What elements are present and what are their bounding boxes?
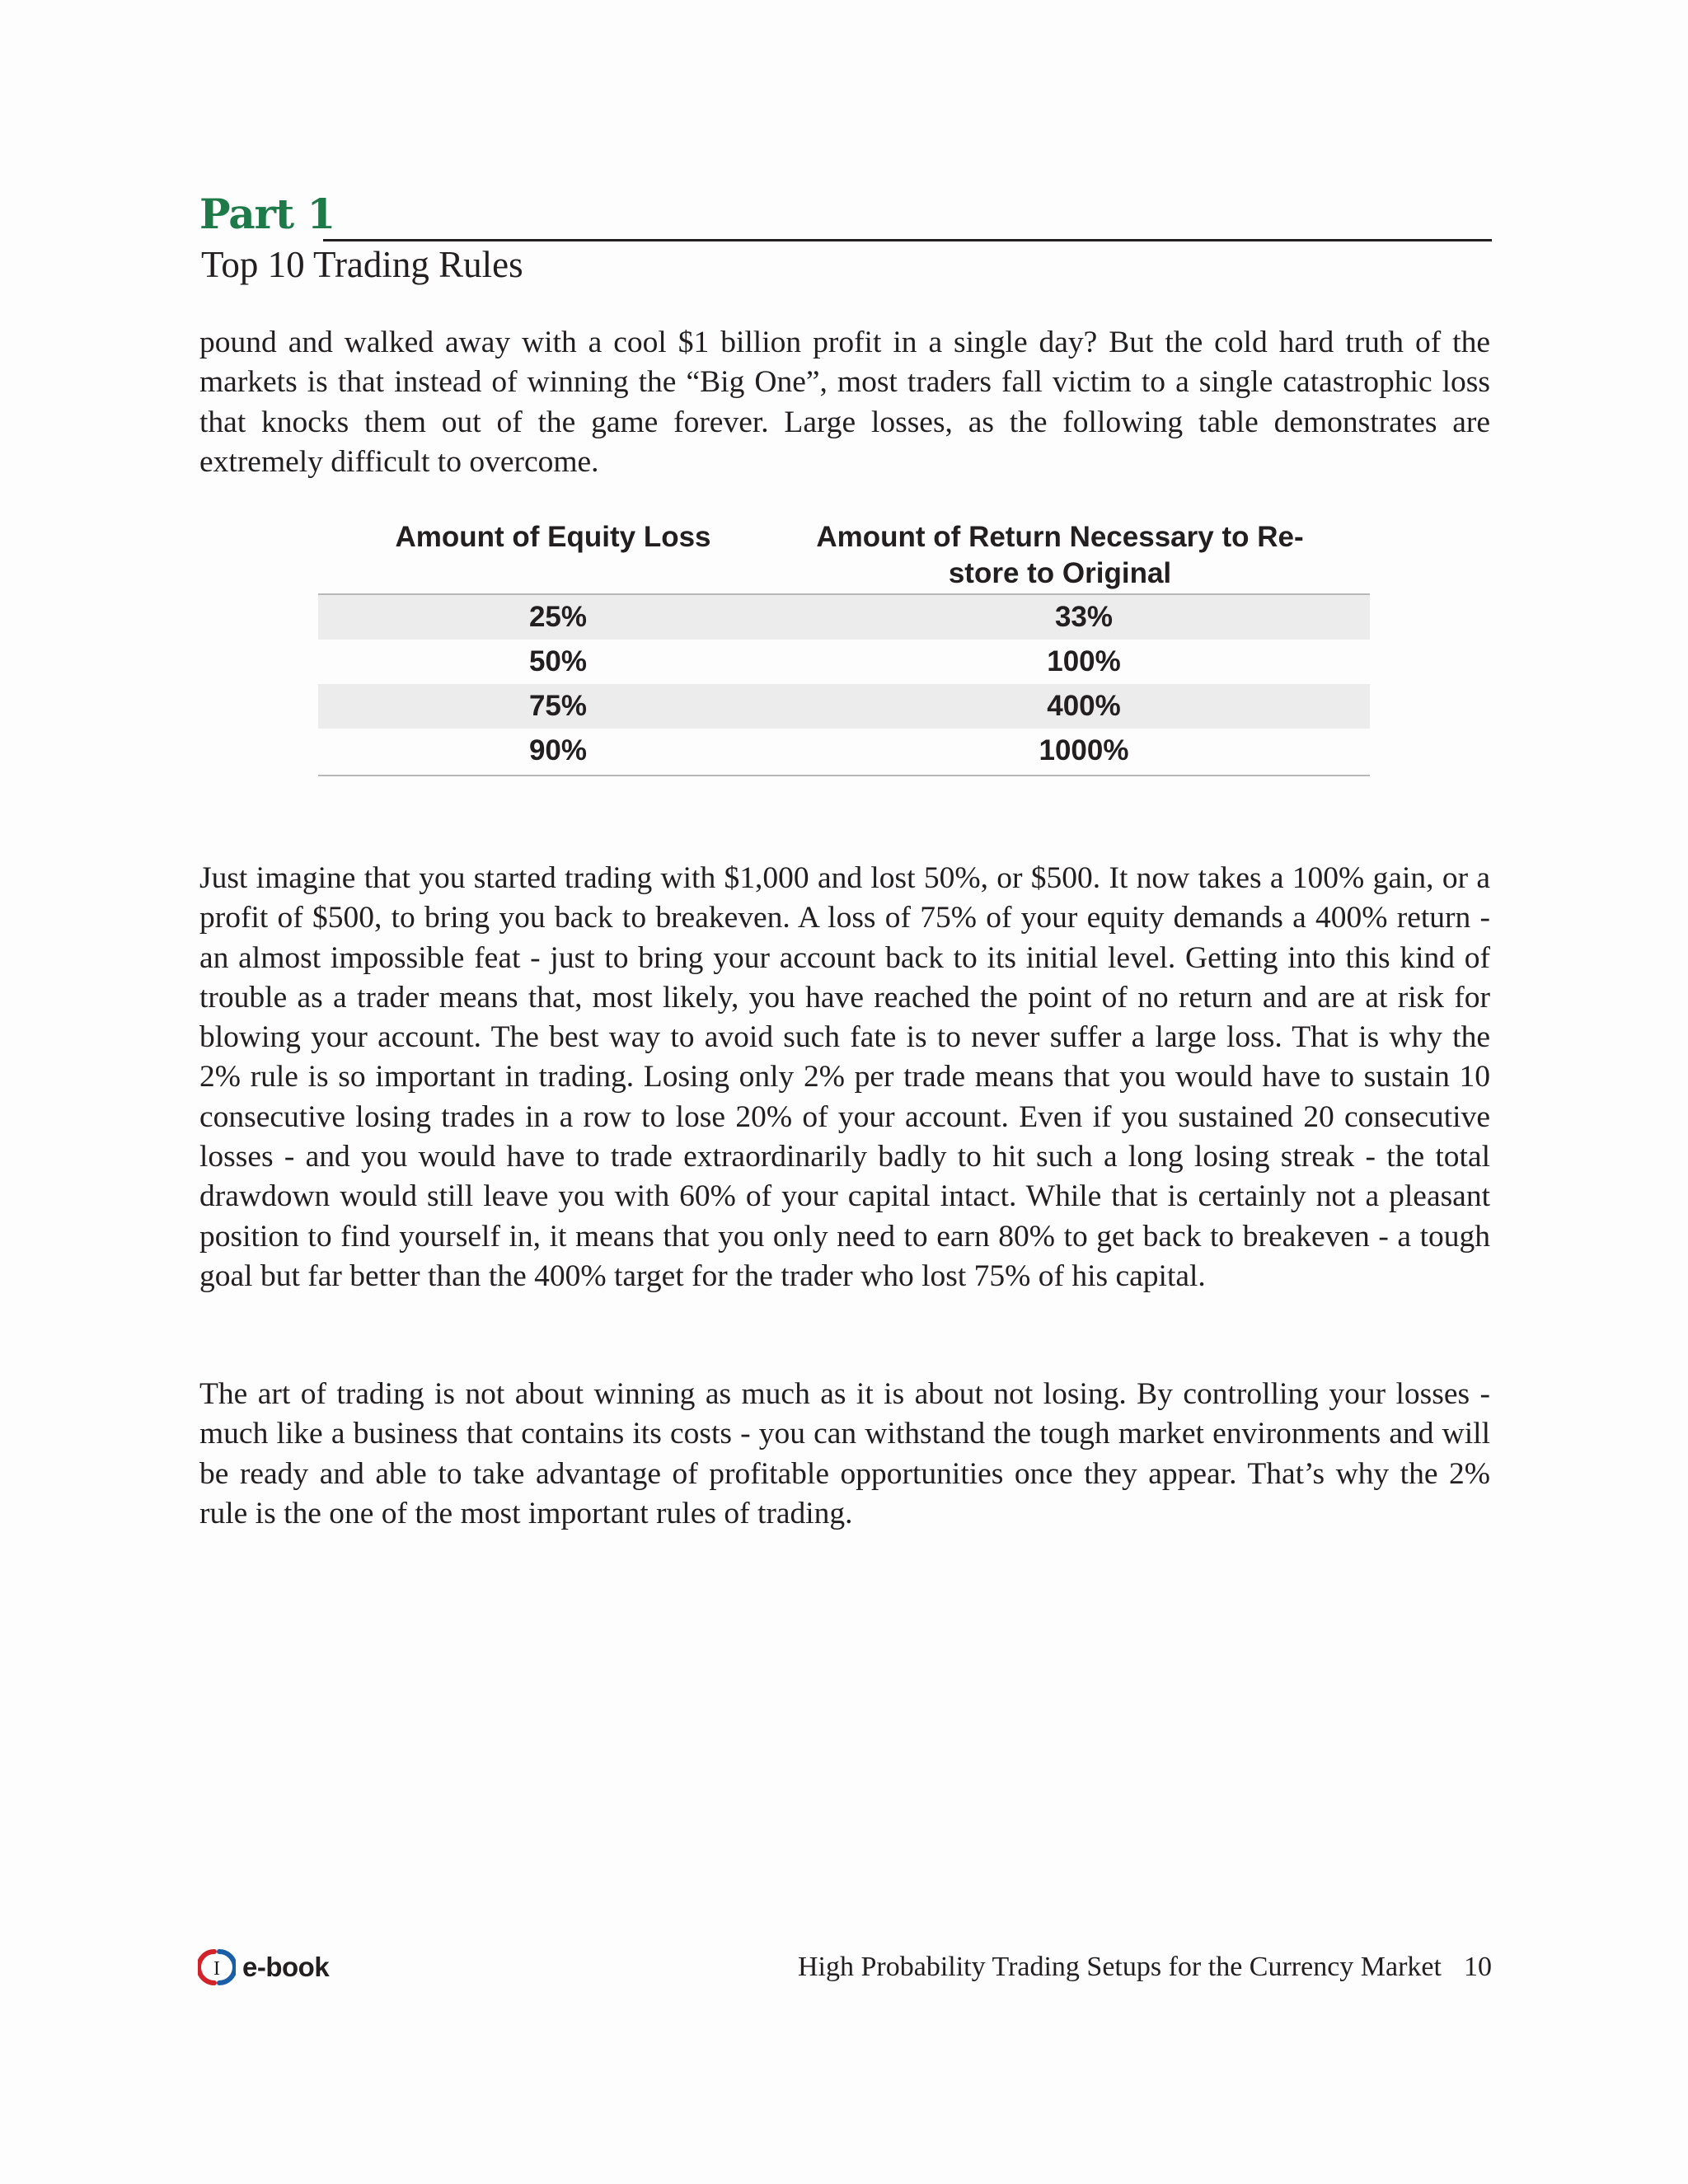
body-paragraph-3: The art of trading is not about winning as much as it is about not losing. By controlling your losses - much like a business that contains its costs - you can withstand the tough market environments and will be ready and able to take advantage of profitable opportunities once they appear. That’s why the 2% rule is the one of the most important rules of trading. (199, 1377, 1490, 1530)
table-header-row (318, 513, 1370, 595)
table-row (318, 595, 1370, 640)
ebook-logo-text: e-book (242, 1952, 330, 1982)
body-paragraph-2: Just imagine that you started trading with $1,000 and lost 50%, or $500. It now takes a 100% gain, or a profit of $500, to bring you back to breakeven. A loss of 75% of your equity demands a 400% return - an almost impossible feat - just to bring your account back to its initial level. Getting into this kind of trouble as a trader means that, most likely, you have reached the point of no return and are at risk for blowing your account. The best way to avoid such fate is to never suffer a large loss. That is why the 2% rule is so important in trading. Losing only 2% per trade means that you would have to sustain 10 consecutive losing trades in a row to lose 20% of your account. Even if you sustained 20 consecutive losses - and you would have to trade extraordinarily badly to hit such a long losing streak - the total drawdown would still leave you with 60% of your capital intact. While that is certainly not a pleasant position to find yourself in, it means that you only need to earn 80% to get back to breakeven - a tough goal but far better than the 400% target for the trader who lost 75% of his capital. (199, 861, 1490, 1293)
table-cell-return: 400% (1047, 690, 1121, 722)
table-row (318, 640, 1370, 684)
table-cell-loss: 75% (528, 690, 588, 722)
table-row (318, 729, 1370, 773)
header-divider (323, 239, 1492, 241)
page-header (199, 190, 1492, 287)
table-cell-loss: 50% (528, 645, 588, 677)
svg-text:I: I (213, 1958, 220, 1980)
table-row (318, 684, 1370, 729)
table-header-return-necessary: Amount of Return Necessary to Re- store to Original (816, 521, 1304, 589)
ebook-logo (198, 1948, 329, 1986)
table-cell-loss: 25% (528, 601, 588, 633)
part-title: Part 1 (199, 190, 335, 238)
page-number: 10 (1464, 1952, 1492, 1982)
table-header-equity-loss: Amount of Equity Loss (395, 521, 711, 553)
footer-book-title: High Probability Trading Setups for the Currency Market (798, 1952, 1442, 1982)
body-paragraph-1: pound and walked away with a cool $1 billion profit in a single day? But the cold hard truth of the markets is that instead of winning the “Big One”, most traders fall victim to a single catastrophic loss that knocks them out of the game forever. Large losses, as the following table demonstrates are extremely difficult to overcome. (199, 326, 1490, 479)
table-cell-return: 100% (1047, 645, 1121, 677)
table-bottom-rule (318, 775, 1370, 776)
table-cell-return: 1000% (1039, 734, 1129, 766)
table-cell-loss: 90% (528, 734, 588, 766)
part-subtitle: Top 10 Trading Rules (201, 244, 523, 285)
equity-loss-table (318, 513, 1370, 776)
ebook-logo-icon (198, 1948, 236, 1986)
table-cell-return: 33% (1054, 601, 1114, 633)
